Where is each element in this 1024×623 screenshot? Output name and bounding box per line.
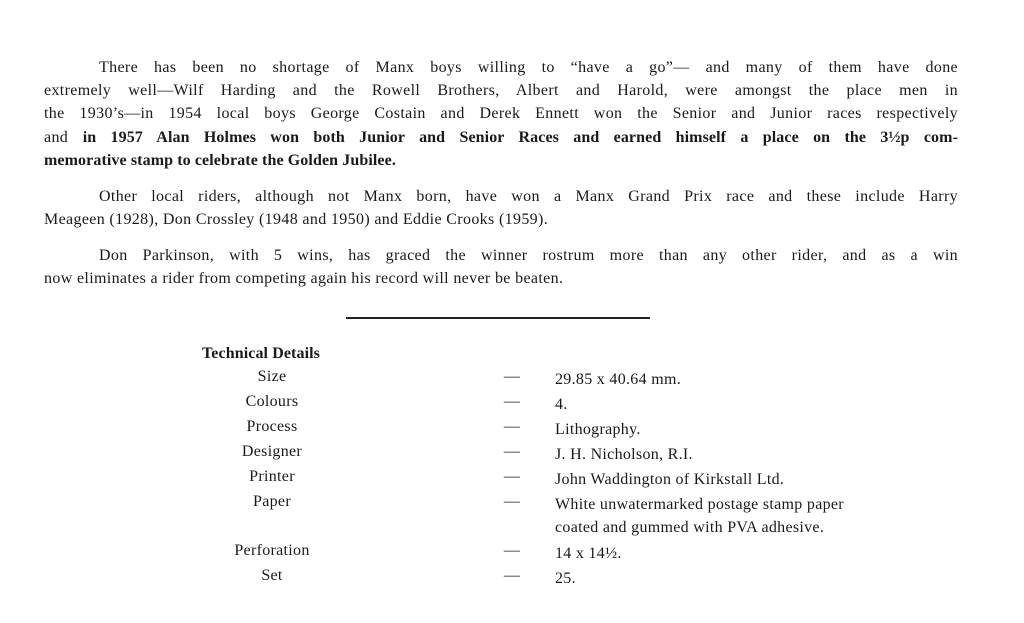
detail-value-line: 14 x 14½. — [555, 545, 622, 562]
detail-label: Colours — [245, 393, 299, 410]
paragraph-don-parkinson — [44, 244, 958, 290]
detail-label: Size — [257, 368, 287, 385]
text-line — [44, 126, 958, 149]
detail-value — [555, 443, 693, 466]
detail-dash: — — [503, 468, 521, 485]
text-line: Meageen (1928), Don Crossley (1948 and 1950) and Eddie Crooks (1959). — [44, 211, 549, 229]
detail-label: Perforation — [234, 542, 310, 559]
detail-value-line: 25. — [555, 570, 576, 587]
detail-value — [555, 468, 784, 491]
detail-dash: — — [503, 493, 521, 510]
text-line: Don Parkinson, with 5 wins, has graced the winner rostrum more than any other rider, and as a win — [99, 247, 958, 264]
detail-dash: — — [503, 393, 521, 410]
detail-value — [555, 567, 576, 590]
detail-value — [555, 418, 641, 441]
detail-label: Printer — [249, 468, 295, 485]
paragraph-manx-boys — [44, 56, 958, 172]
bold-text-line: memorative stamp to celebrate the Golden Jubilee. — [44, 151, 396, 169]
text-segment: and — [44, 128, 83, 146]
detail-label: Paper — [253, 493, 291, 510]
detail-value-line: White unwatermarked postage stamp paper — [555, 496, 844, 513]
detail-dash: — — [503, 567, 521, 584]
detail-value-line: Lithography. — [555, 421, 641, 438]
detail-value — [555, 493, 844, 539]
detail-value-line: J. H. Nicholson, R.I. — [555, 446, 693, 463]
paragraph-local-riders — [44, 185, 958, 231]
detail-value-line: coated and gummed with PVA adhesive. — [555, 519, 825, 536]
detail-label: Set — [261, 567, 283, 584]
detail-value — [555, 368, 681, 391]
text-line: There has been no shortage of Manx boys willing to “have a go”— and many of them have done — [99, 59, 958, 76]
text-line: now eliminates a rider from competing again his record will never be beaten. — [44, 270, 564, 288]
detail-dash: — — [503, 418, 521, 435]
text-line: Other local riders, although not Manx born, have won a Manx Grand Prix race and these include Harry — [99, 188, 958, 205]
bold-text-segment: in 1957 Alan Holmes won both Junior and Senior Races and earned himself a place on the 3½p com- — [82, 128, 958, 146]
text-line: the 1930’s—in 1954 local boys George Costain and Derek Ennett won the Senior and Junior races respectively — [44, 105, 958, 123]
section-divider — [346, 317, 650, 319]
detail-value-line: 29.85 x 40.64 mm. — [555, 371, 681, 388]
detail-dash: — — [503, 542, 521, 559]
detail-value — [555, 542, 622, 565]
detail-label: Process — [246, 418, 298, 435]
detail-value-line: John Waddington of Kirkstall Ltd. — [555, 471, 785, 488]
technical-details-heading: Technical Details — [202, 345, 320, 362]
detail-label: Designer — [241, 443, 303, 460]
detail-value-line: 4. — [555, 396, 568, 413]
detail-value — [555, 393, 568, 416]
text-line: extremely well—Wilf Harding and the Rowell Brothers, Albert and Harold, were amongst the place men in — [44, 82, 958, 100]
detail-dash: — — [503, 368, 521, 385]
detail-dash: — — [503, 443, 521, 460]
